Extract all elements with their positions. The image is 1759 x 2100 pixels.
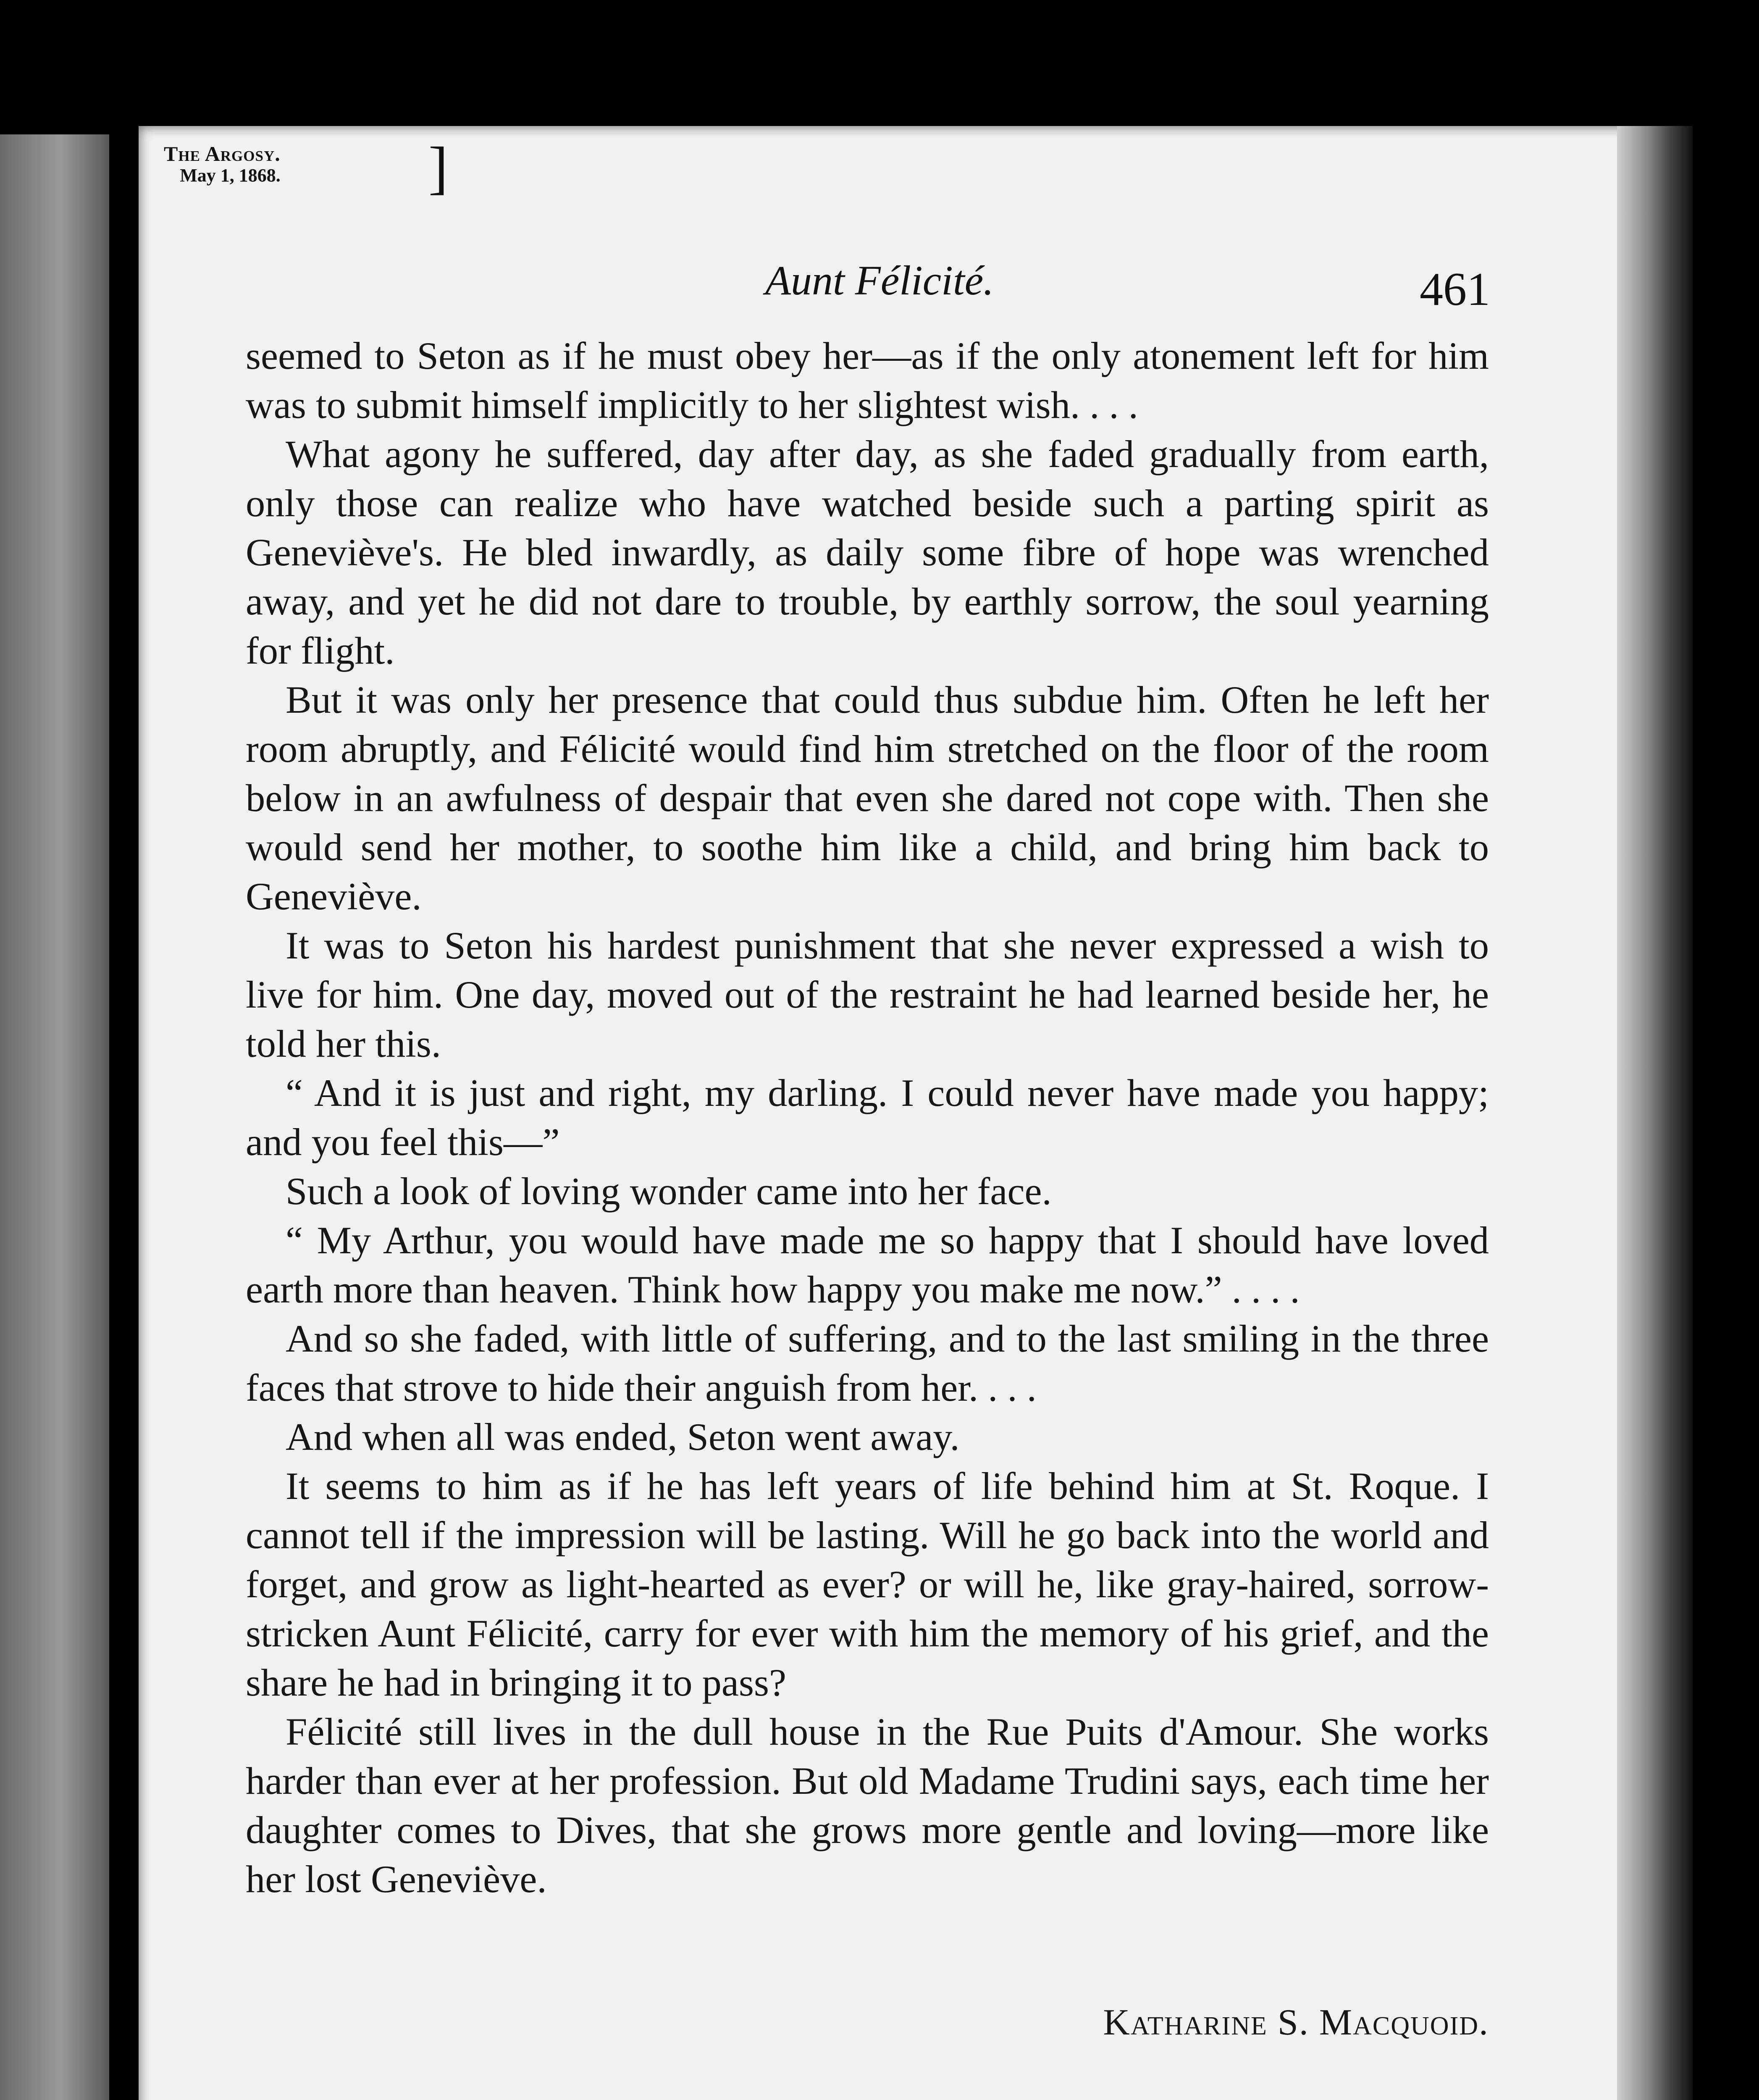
article-body: [246, 332, 1489, 1904]
paragraph: And when all was ended, Seton went away.: [286, 1416, 960, 1459]
paragraph: “ And it is just and right, my darling. I could never have made you happy; and you feel this—”: [246, 1072, 1489, 1164]
facing-page-edge: [0, 134, 109, 2100]
running-head-source: [164, 143, 281, 186]
paragraph: Félicité still lives in the dull house in the Rue Puits d'Amour. She works harder than ever at her profession. But old Madame Trudini says, each time her daughter comes to Dives, that she grows more gentle and loving—more like her lost Geneviève.: [246, 1711, 1489, 1901]
running-head-title: Aunt Félicité.: [765, 257, 994, 304]
paragraph: And so she faded, with little of suffering, and to the last smiling in the three faces that strove to hide their anguish from her. . . .: [246, 1318, 1489, 1410]
paragraph: seemed to Seton as if he must obey her—as if the only atonement left for him was to submit himself implicitly to her slightest wish. . . .: [246, 335, 1489, 427]
paragraph: Such a look of loving wonder came into her face.: [286, 1170, 1052, 1213]
paragraph: It was to Seton his hardest punishment that she never expressed a wish to live for him. One day, moved out of the restraint he had learned beside her, he told her this.: [246, 924, 1489, 1066]
paragraph: It seems to him as if he has left years of life behind him at St. Roque. I cannot tell if the impression will be lasting. Will he go back into the world and forget, and grow as light-hearted as ever? or will he, like gray-haired, sorrow-stricken Aunt Félicité, carry for ever with him the memory of his grief, and the share he had in bringing it to pass?: [246, 1465, 1489, 1704]
page-number: 461: [1420, 263, 1490, 315]
paragraph: But it was only her presence that could thus subdue him. Often he left her room abruptly, and Félicité would find him stretched on the floor of the room below in an awfulness of despair that even she dared not cope with. Then she would send her mother, to soothe him like a child, and bring him back to Geneviève.: [246, 679, 1489, 918]
page-stack-edge: [1617, 126, 1693, 2100]
source-name: The Argosy.: [164, 142, 281, 165]
running-head-bracket: ]: [428, 135, 448, 200]
paragraph: What agony he suffered, day after day, as she faded gradually from earth, only those can realize who have watched beside such a parting spirit as Geneviève's. He bled inwardly, as daily some fibre of hope was wrenched away, and yet he did not dare to trouble, by earthly sorrow, the soul yearning for flight.: [246, 433, 1489, 672]
issue-date: May 1, 1868.: [180, 165, 281, 186]
paragraph: “ My Arthur, you would have made me so happy that I should have loved earth more than heaven. Think how happy you make me now.” . . . .: [246, 1219, 1489, 1311]
author-signature: Katharine S. Macquoid.: [1103, 2002, 1489, 2043]
